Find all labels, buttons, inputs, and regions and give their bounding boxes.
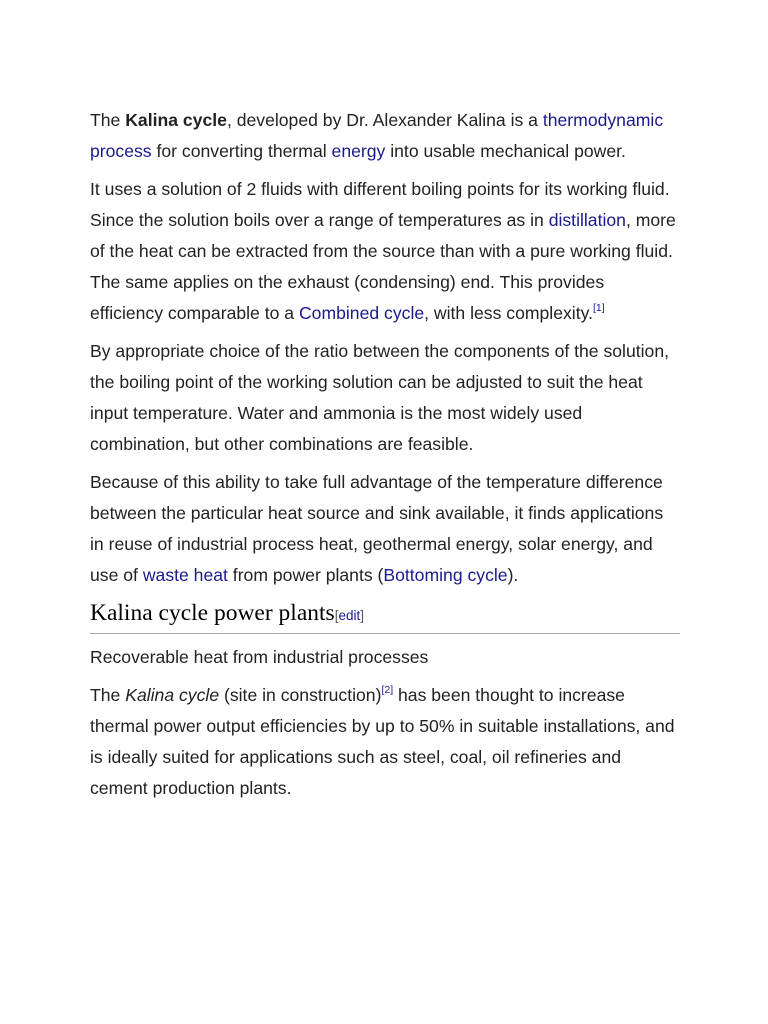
intro-paragraph-4 [90,467,680,591]
link-combined-cycle[interactable]: Combined cycle [298,303,425,323]
text-run: has been thought to increase thermal power output efficiencies by up to 50% in suitable installations, and is ideally suited for applications such as steel, coal, oil refineries and cement production plants. [90,685,675,798]
text-run: for converting thermal [151,141,332,161]
image-caption: Recoverable heat from industrial processes [90,647,429,667]
intro-paragraph-1 [90,105,680,167]
link-thermodynamic-process[interactable]: thermodynamic process [90,110,664,161]
edit-bracket-close: ] [360,608,365,623]
section-paragraph-1 [90,680,680,804]
text-run: into usable mechanical power. [385,141,626,161]
article-subject-bold: Kalina cycle [125,110,227,130]
text-run: , with less complexity. [424,303,593,323]
text-run: The [90,110,126,130]
text-run: , more of the heat can be extracted from the source than with a pure working fluid. The same applies on the exhaust (condensing) end. This provides efficiency comparable to a [90,210,676,323]
intro-paragraph-3: By appropriate choice of the ratio between the components of the solution, the boiling point of the working solution can be adjusted to suit the heat input temperature. Water and ammonia is the most widely used combination, but other combinations are feasible. [90,341,670,454]
edit-bracket-open: [ [334,608,339,623]
edit-section-link[interactable]: edit [338,608,361,623]
text-run: It uses a solution of 2 fluids with different boiling points for its working fluid. Since the solution boils over a range of temperatures as in [90,179,670,230]
link-waste-heat[interactable]: waste heat [142,565,228,585]
citation-1[interactable]: [1] [592,302,605,314]
text-run: Because of this ability to take full advantage of the temperature difference between the particular heat source and sink available, it finds applications in reuse of industrial process heat, geothermal energy, solar energy, and use of [90,472,664,585]
text-run: from power plants ( [227,565,384,585]
link-bottoming-cycle[interactable]: Bottoming cycle [383,565,508,585]
citation-2[interactable]: [2] [381,684,394,696]
section-heading-text: Kalina cycle power plants [90,600,335,626]
link-distillation[interactable]: distillation [548,210,626,230]
article-body [90,105,680,811]
text-run: The [90,685,126,705]
text-run: , developed by Dr. Alexander Kalina is a [226,110,543,130]
section-heading [90,598,680,634]
italic-term: Kalina cycle [125,685,220,705]
intro-paragraph-2 [90,174,680,329]
text-run: (site in construction) [219,685,382,705]
text-run: ). [507,565,519,585]
edit-section [335,608,364,623]
link-energy[interactable]: energy [331,141,386,161]
